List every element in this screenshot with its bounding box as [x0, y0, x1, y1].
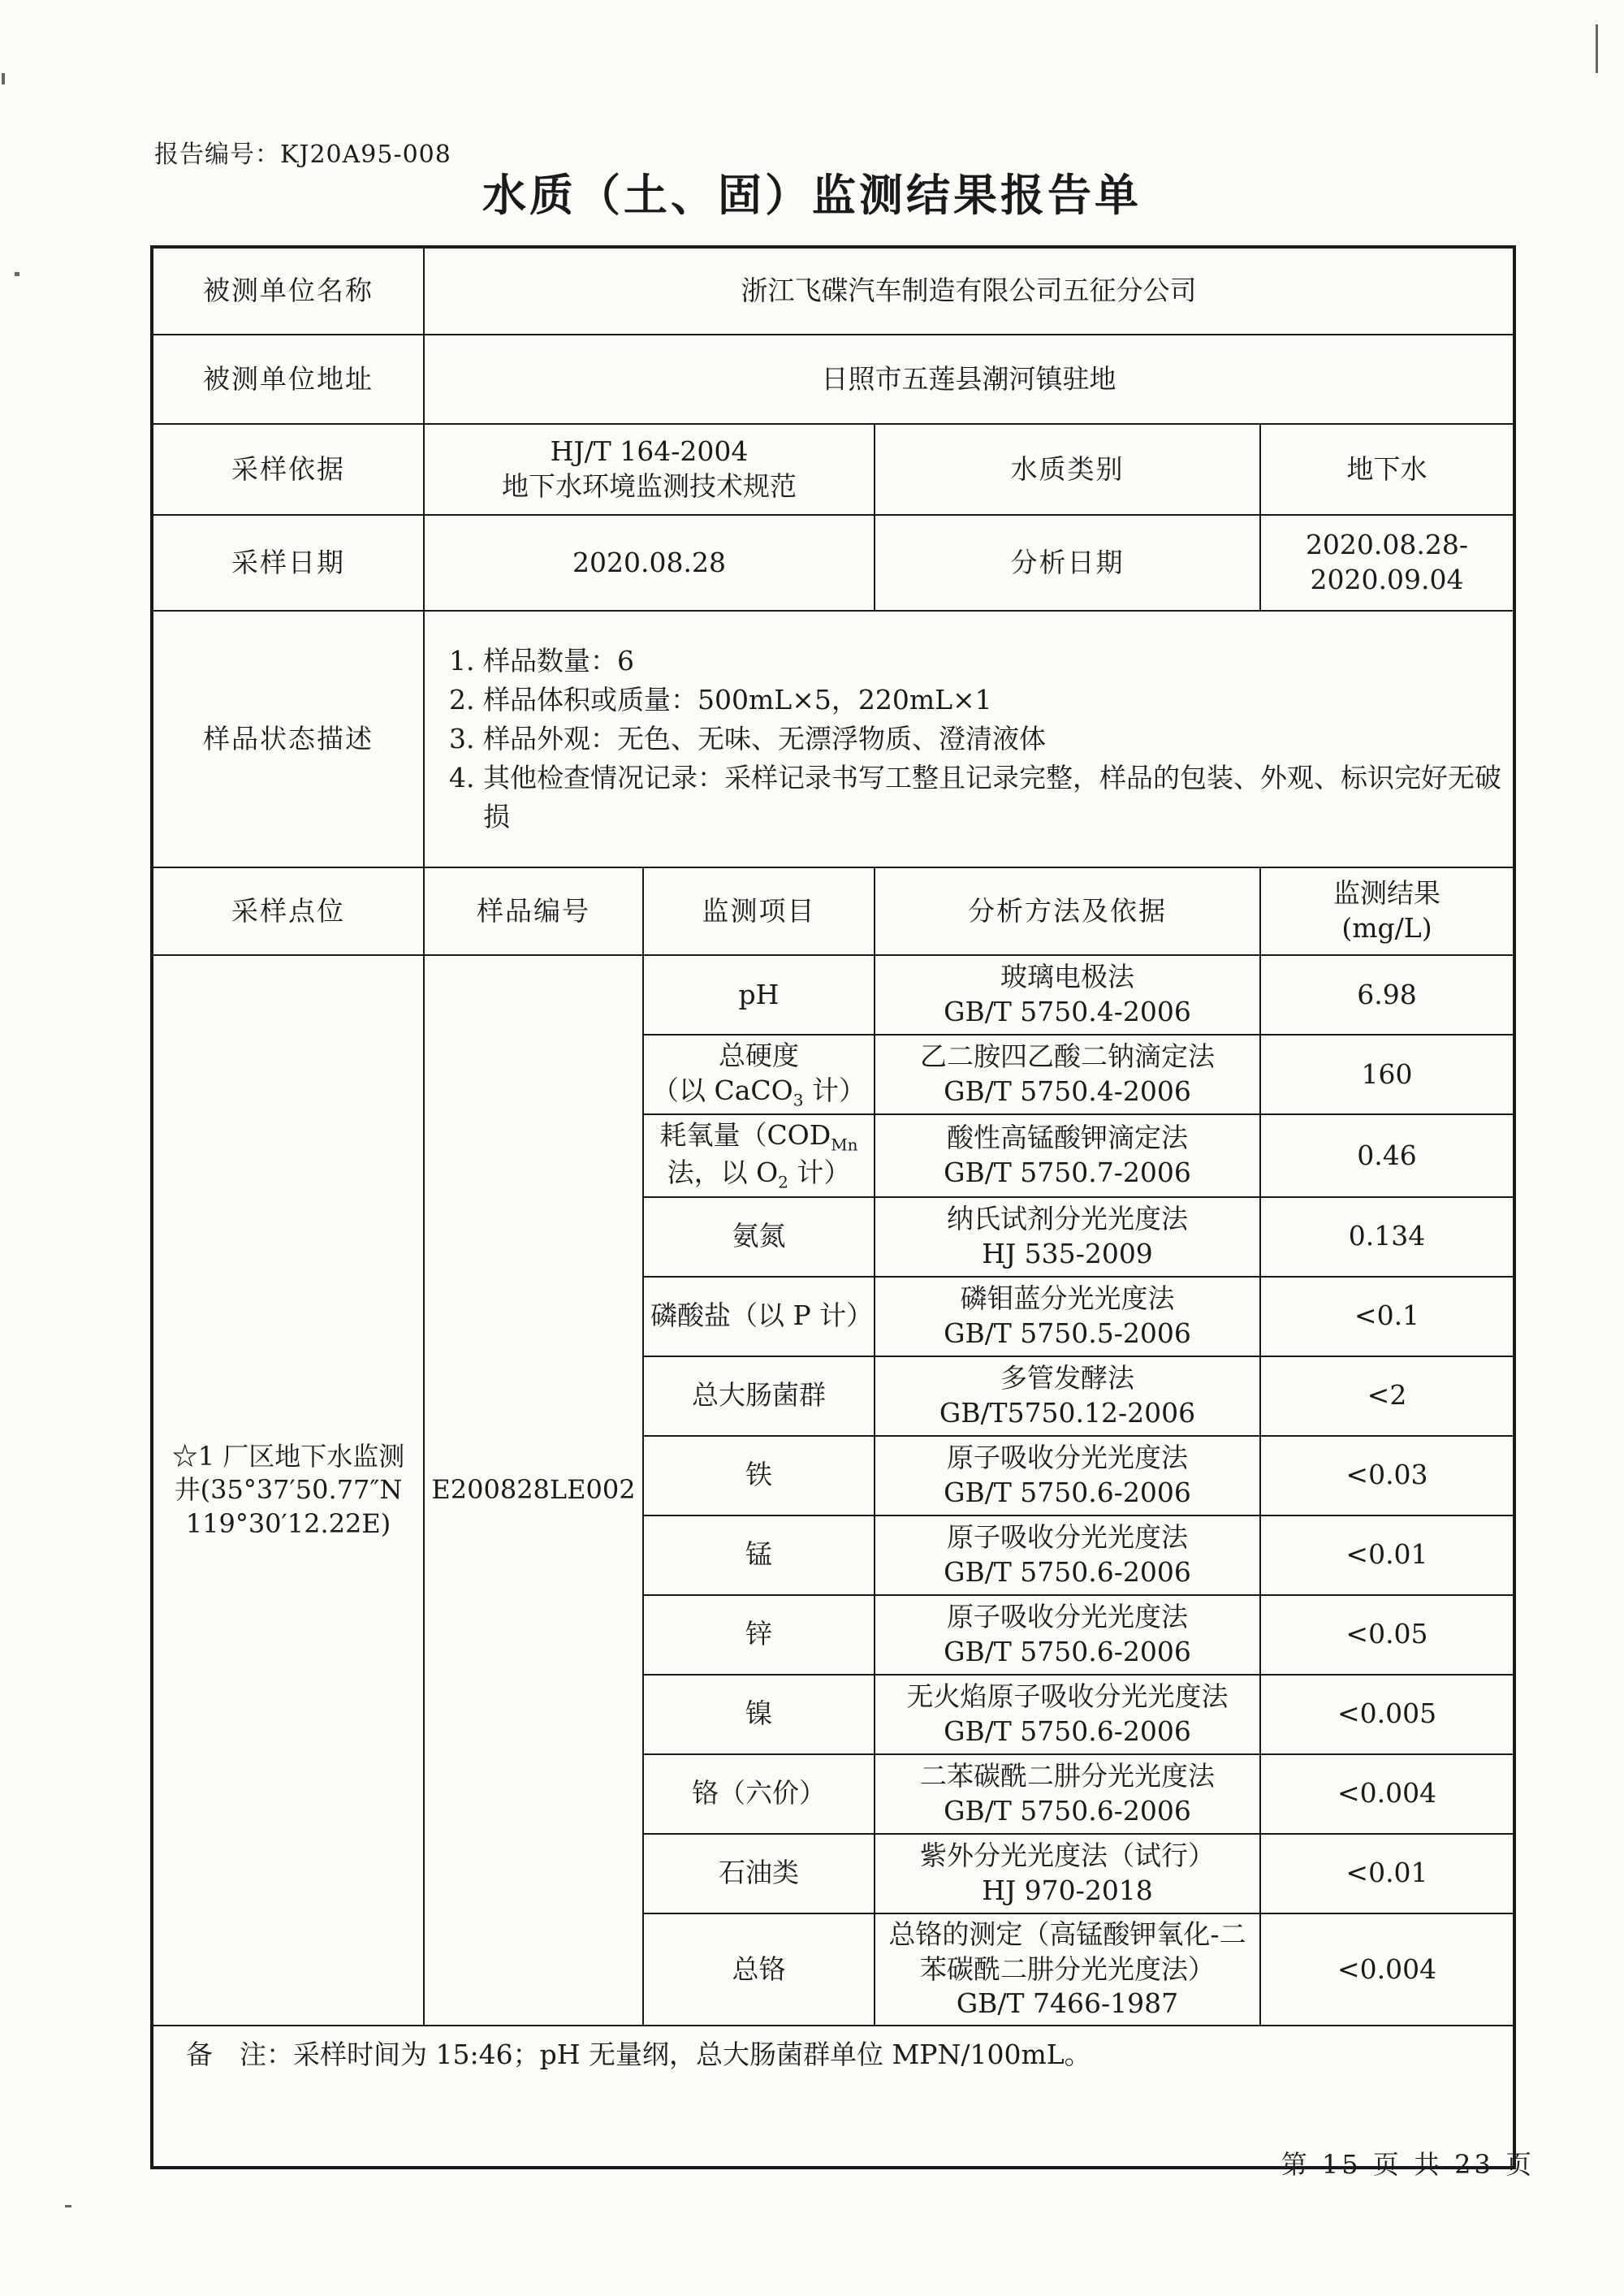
- result-cell: 0.134: [1260, 1197, 1514, 1277]
- result-cell: <0.004: [1260, 1913, 1514, 2026]
- item-cell: [643, 1035, 875, 1114]
- method-name: 二苯碳酰二肼分光光度法: [920, 1759, 1215, 1792]
- method-name: 多管发酵法: [1000, 1361, 1134, 1394]
- sampling-basis-name: 地下水环境监测技术规范: [502, 470, 797, 502]
- sample-desc-label: 样品状态描述: [152, 611, 424, 867]
- method-cell: [875, 1277, 1260, 1356]
- column-header-row: [152, 867, 1514, 955]
- header-result-label: 监测结果: [1333, 877, 1440, 910]
- water-type-label: 水质类别: [875, 424, 1260, 515]
- method-name: 纳氏试剂分光光度法: [947, 1202, 1188, 1234]
- method-standard: GB/T 5750.6-2006: [944, 1714, 1191, 1747]
- sampling-date-label: 采样日期: [152, 515, 424, 611]
- unit-address-row: [152, 335, 1514, 424]
- result-cell: <0.03: [1260, 1436, 1514, 1516]
- method-standard: GB/T 7466-1987: [956, 1987, 1179, 2020]
- header-result: [1260, 867, 1514, 955]
- item-qualifier: （以 CaCO$_3$ 计）: [652, 1074, 866, 1110]
- sample-desc-item: 1. 样品数量：6: [483, 642, 1505, 681]
- unit-address-value: 日照市五莲县潮河镇驻地: [424, 335, 1514, 424]
- method-standard: GB/T 5750.6-2006: [944, 1635, 1191, 1667]
- sample-desc-item: 2. 样品体积或质量：500mL×5，220mL×1: [483, 681, 1505, 720]
- item-cell: [643, 1114, 875, 1196]
- remark-text: 备 注：采样时间为 15:46；pH 无量纲，总大肠菌群单位 MPN/100mL。: [152, 2026, 1514, 2168]
- header-analysis-method: 分析方法及依据: [875, 867, 1260, 955]
- method-cell: [875, 1675, 1260, 1754]
- result-cell: 6.98: [1260, 955, 1514, 1035]
- method-standard: HJ 535-2009: [982, 1237, 1153, 1269]
- unit-name-row: [152, 247, 1514, 335]
- method-cell: [875, 1436, 1260, 1516]
- sample-desc-item: 3. 样品外观：无色、无味、无漂浮物质、澄清液体: [483, 720, 1505, 759]
- scan-mark: [1596, 24, 1598, 73]
- item-cell: 锰: [643, 1516, 875, 1595]
- sample-desc-item: 4. 其他检查情况记录：采样记录书写工整且记录完整，样品的包装、外观、标识完好无破损: [483, 759, 1505, 837]
- method-standard: GB/T 5750.6-2006: [944, 1476, 1191, 1508]
- method-name: 酸性高锰酸钾滴定法: [947, 1122, 1188, 1154]
- table-row: [152, 955, 1514, 1035]
- result-cell: <0.01: [1260, 1834, 1514, 1913]
- item-name: 总硬度: [719, 1040, 799, 1071]
- method-cell: [875, 955, 1260, 1035]
- unit-name-label: 被测单位名称: [152, 247, 424, 335]
- scan-mark: [65, 2205, 71, 2207]
- sample-desc-list: [424, 611, 1514, 867]
- method-standard: GB/T 5750.7-2006: [944, 1157, 1191, 1189]
- header-sample-number: 样品编号: [424, 867, 643, 955]
- method-cell: [875, 1913, 1260, 2026]
- sampling-point-line: ☆1 厂区地下水监测: [171, 1440, 405, 1472]
- method-name: 玻璃电极法: [1000, 961, 1134, 993]
- method-name: 总铬的测定（高锰酸钾氧化-二: [888, 1918, 1246, 1950]
- report-title: 水质（土、固）监测结果报告单: [482, 170, 1142, 221]
- result-cell: <0.005: [1260, 1675, 1514, 1754]
- item-cell: pH: [643, 955, 875, 1035]
- unit-address-label: 被测单位地址: [152, 335, 424, 424]
- method-cell: [875, 1114, 1260, 1196]
- water-type-value: 地下水: [1260, 424, 1514, 515]
- method-cell: [875, 1035, 1260, 1114]
- result-cell: <0.01: [1260, 1516, 1514, 1595]
- method-name: 原子吸收分光光度法: [947, 1520, 1188, 1553]
- sampling-date-value: 2020.08.28: [424, 515, 875, 611]
- scan-mark: [2, 73, 5, 84]
- result-cell: <0.004: [1260, 1754, 1514, 1834]
- method-name-cont: 苯碳酰二肼分光光度法）: [920, 1952, 1215, 1985]
- method-standard: GB/T 5750.6-2006: [944, 1794, 1191, 1827]
- item-cell: 总大肠菌群: [643, 1356, 875, 1436]
- result-cell: <2: [1260, 1356, 1514, 1436]
- sampling-point-cell: [152, 955, 424, 2026]
- result-cell: <0.05: [1260, 1595, 1514, 1675]
- item-qualifier: 法，以 $O_2$ 计）: [667, 1157, 851, 1192]
- method-cell: [875, 1834, 1260, 1913]
- sampling-point-line: 119°30′12.22E): [185, 1507, 391, 1539]
- sample-number-cell: E200828LE002: [424, 955, 643, 2026]
- sampling-basis-code: HJ/T 164-2004: [550, 435, 749, 468]
- item-cell: 总铬: [643, 1913, 875, 2026]
- method-standard: GB/T 5750.5-2006: [944, 1317, 1191, 1349]
- method-name: 磷钼蓝分光光度法: [960, 1282, 1175, 1314]
- sampling-basis-row: [152, 424, 1514, 515]
- method-cell: [875, 1595, 1260, 1675]
- report-table: [150, 245, 1516, 2169]
- method-standard: GB/T 5750.6-2006: [944, 1555, 1191, 1588]
- method-name: 无火焰原子吸收分光光度法: [906, 1680, 1229, 1712]
- method-name: 原子吸收分光光度法: [947, 1441, 1188, 1473]
- unit-name-value: 浙江飞碟汽车制造有限公司五征分公司: [424, 247, 1514, 335]
- method-standard: GB/T 5750.4-2006: [944, 1075, 1191, 1108]
- method-standard: GB/T 5750.4-2006: [944, 996, 1191, 1027]
- result-cell: <0.1: [1260, 1277, 1514, 1356]
- result-cell: 160: [1260, 1035, 1514, 1114]
- item-cell: 氨氮: [643, 1197, 875, 1277]
- analysis-date-label: 分析日期: [875, 515, 1260, 611]
- method-name: 原子吸收分光光度法: [947, 1600, 1188, 1632]
- item-cell: 石油类: [643, 1834, 875, 1913]
- header-monitoring-item: 监测项目: [643, 867, 875, 955]
- method-standard: HJ 970-2018: [982, 1874, 1153, 1906]
- method-cell: [875, 1516, 1260, 1595]
- sampling-basis-label: 采样依据: [152, 424, 424, 515]
- sample-desc-row: [152, 611, 1514, 867]
- item-cell: 锌: [643, 1595, 875, 1675]
- item-cell: 铁: [643, 1436, 875, 1516]
- report-number: 报告编号：KJ20A95-008: [154, 141, 451, 169]
- method-name: 紫外分光光度法（试行）: [920, 1839, 1215, 1871]
- result-cell: 0.46: [1260, 1114, 1514, 1196]
- item-cell: 磷酸盐（以 P 计）: [643, 1277, 875, 1356]
- method-name: 乙二胺四乙酸二钠滴定法: [920, 1040, 1215, 1073]
- analysis-date-value: 2020.08.28-2020.09.04: [1260, 515, 1514, 611]
- method-cell: [875, 1197, 1260, 1277]
- page-number: 第 15 页 共 23 页: [1281, 2149, 1535, 2180]
- sampling-basis-value: [424, 424, 875, 515]
- method-cell: [875, 1754, 1260, 1834]
- header-result-unit: (mg/L): [1341, 912, 1432, 944]
- method-cell: [875, 1356, 1260, 1436]
- scan-mark: [15, 272, 19, 276]
- method-standard: GB/T5750.12-2006: [939, 1396, 1196, 1429]
- item-cell: 镍: [643, 1675, 875, 1754]
- item-cell: 铬（六价）: [643, 1754, 875, 1834]
- item-name: 耗氧量（$COD_{Mn}$: [659, 1119, 858, 1156]
- header-sampling-point: 采样点位: [152, 867, 424, 955]
- sampling-date-row: [152, 515, 1514, 611]
- sampling-point-line: 井(35°37′50.77″N: [174, 1474, 403, 1506]
